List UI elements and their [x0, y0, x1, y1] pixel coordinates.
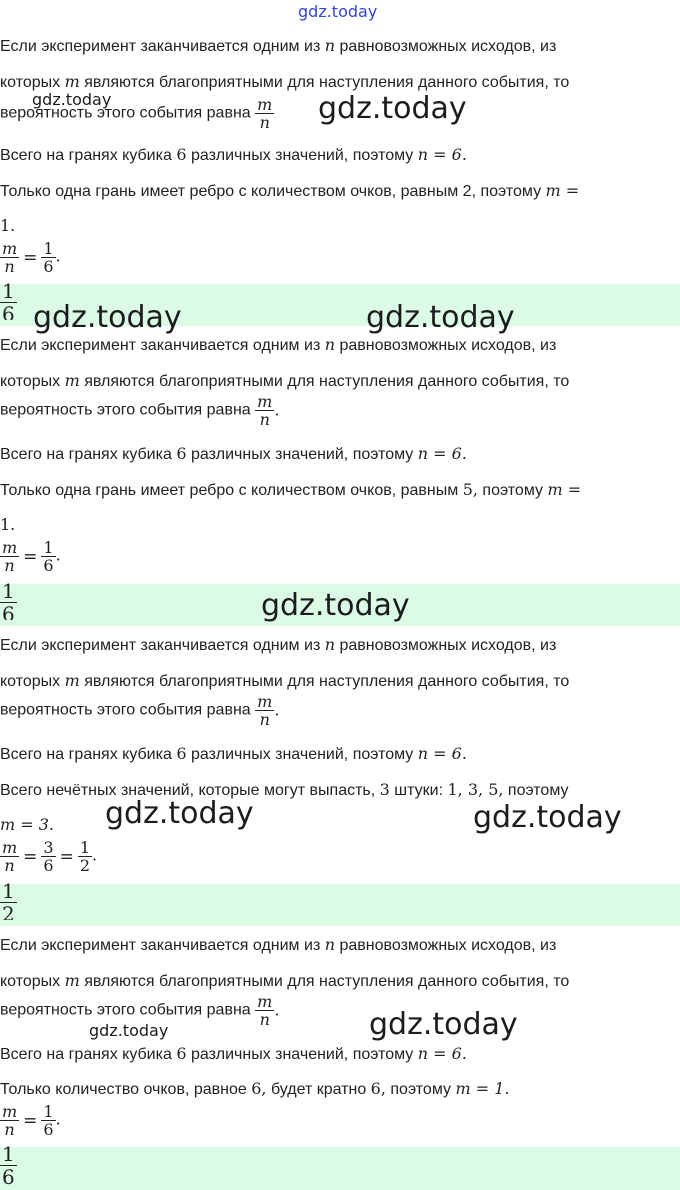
block4-line4: Всего на гранях кубика 6 различных значений, поэтому n = 6.	[0, 1044, 467, 1063]
probability-fraction: $\frac{m}{n}$	[257, 692, 273, 729]
block2-m-value: 1.	[0, 515, 16, 534]
block2-line1: Если эксперимент заканчивается одним из n равновозможных исходов, из	[0, 335, 557, 354]
block3-answer: $\frac{1}{2}$	[2, 880, 15, 920]
answer-band	[0, 884, 680, 926]
block2-line5: Только одна грань имеет ребро с количеством очков, равным 5, поэтому m =	[0, 480, 582, 499]
probability-fraction: $\frac{m}{n}$	[257, 392, 273, 429]
watermark: gdz.today	[473, 800, 622, 835]
block1-result: $\frac{m}{n}$ = $\frac{1}{6}$ .	[2, 240, 61, 276]
probability-fraction: $\frac{m}{n}$	[257, 95, 273, 132]
block1-line4: Всего на гранях кубика 6 различных значений, поэтому n = 6.	[0, 145, 467, 164]
block2-result: $\frac{m}{n}$ = $\frac{1}{6}$ .	[2, 539, 61, 575]
block1-answer: $\frac{1}{6}$	[2, 280, 15, 320]
block3-line1: Если эксперимент заканчивается одним из n равновозможных исходов, из	[0, 635, 557, 654]
block3-line5: Всего нечётных значений, которые могут выпасть, 3 штуки: 1, 3, 5, поэтому	[0, 780, 569, 799]
block3-m-value: m = 3.	[0, 815, 55, 834]
block2-line4: Всего на гранях кубика 6 различных значений, поэтому n = 6.	[0, 444, 467, 463]
block4-line5: Только количество очков, равное 6, будет кратно 6, поэтому m = 1.	[0, 1079, 510, 1098]
watermark: gdz.today	[89, 1021, 169, 1040]
watermark: gdz.today	[369, 1007, 518, 1042]
block1-m-value: 1.	[0, 216, 16, 235]
block2-line3: вероятность этого события равна $\frac{m}{n}$ .	[0, 392, 280, 429]
block2-line2: которых m являются благоприятными для наступления данного события, то	[0, 371, 570, 390]
watermark-top: gdz.today	[298, 2, 378, 21]
block1-line5: Только одна грань имеет ребро с количеством очков, равным 2, поэтому m =	[0, 181, 580, 200]
watermark: gdz.today	[318, 91, 467, 126]
block3-line2: которых m являются благоприятными для наступления данного события, то	[0, 671, 570, 690]
block4-line1: Если эксперимент заканчивается одним из n равновозможных исходов, из	[0, 935, 557, 954]
block1-line3: вероятность этого события равна $\frac{m}{n}$	[0, 95, 273, 132]
block3-line3: вероятность этого события равна $\frac{m}{n}$ .	[0, 692, 280, 729]
watermark: gdz.today	[105, 796, 254, 831]
block4-answer: $\frac{1}{6}$	[2, 1143, 15, 1189]
watermark: gdz.today	[33, 300, 182, 335]
block3-line4: Всего на гранях кубика 6 различных значений, поэтому n = 6.	[0, 744, 467, 763]
block2-answer: $\frac{1}{6}$	[2, 580, 15, 620]
answer-band	[0, 1147, 680, 1190]
watermark: gdz.today	[261, 588, 410, 623]
block4-line3: вероятность этого события равна $\frac{m}{n}$ .	[0, 992, 280, 1029]
probability-fraction: $\frac{m}{n}$	[257, 992, 273, 1029]
block4-line2: которых m являются благоприятными для наступления данного события, то	[0, 971, 570, 990]
block3-result: $\frac{m}{n}$ = $\frac{3}{6}$ = $\frac{1}{2}$ .	[2, 839, 98, 875]
block1-line1: Если эксперимент заканчивается одним из n равновозможных исходов, из	[0, 36, 557, 55]
block4-result: $\frac{m}{n}$ = $\frac{1}{6}$ .	[2, 1103, 61, 1139]
watermark: gdz.today	[32, 90, 112, 109]
block1-line2: которых m являются благоприятными для наступления данного события, то	[0, 72, 570, 91]
watermark: gdz.today	[366, 300, 515, 335]
